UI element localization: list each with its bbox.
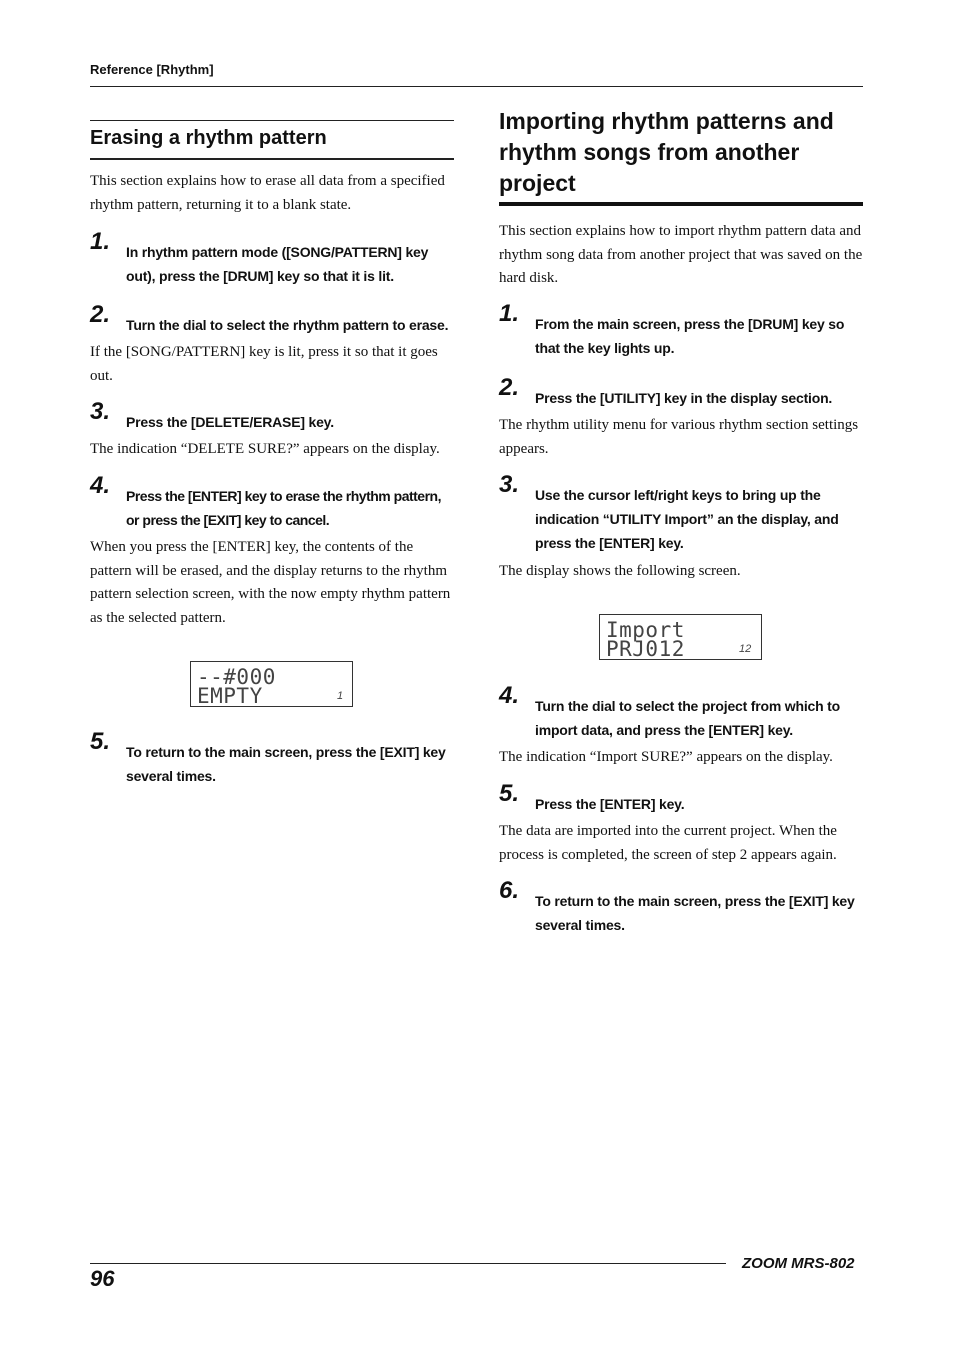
step-instruction: Turn the dial to select the project from which to import data, and press the [ENTER] key. — [535, 698, 840, 738]
footer-rule — [90, 1263, 726, 1264]
step-number: 2. — [499, 374, 520, 401]
step-number: 4. — [90, 472, 111, 499]
step-number: 3. — [90, 398, 111, 425]
step-body: The rhythm utility menu for various rhythm section settings appears. — [499, 417, 859, 457]
step-number: 5. — [499, 780, 520, 807]
step-body: If the [SONG/PATTERN] key is lit, press it so that it goes out. — [90, 344, 438, 384]
running-header: Reference [Rhythm] — [90, 62, 214, 77]
lcd-indicator: 12 — [739, 643, 752, 655]
step-number: 2. — [90, 301, 111, 328]
step-body: The display shows the following screen. — [499, 563, 741, 579]
page-number: 96 — [90, 1266, 115, 1291]
step-instruction: To return to the main screen, press the [EXIT] key several times. — [126, 744, 446, 784]
step-number: 6. — [499, 877, 520, 904]
lcd-line-2: PRJ012 — [606, 637, 685, 661]
step-number: 5. — [90, 728, 111, 755]
step-instruction: From the main screen, press the [DRUM] key so that the key lights up. — [535, 316, 845, 356]
footer-brand: ZOOM MRS-802 — [742, 1255, 855, 1272]
step-body: When you press the [ENTER] key, the contents of the pattern will be erased, and the display returns to the rhythm pattern selection screen, with the now empty rhythm pattern as the selected pattern. — [90, 539, 451, 626]
lcd-line-1: Import — [606, 618, 685, 642]
step-instruction: Press the [ENTER] key. — [535, 796, 685, 812]
step-instruction: Press the [DELETE/ERASE] key. — [126, 414, 334, 430]
step-number: 4. — [499, 682, 520, 709]
step-number: 1. — [499, 300, 520, 327]
step-instruction: In rhythm pattern mode ([SONG/PATTERN] key out), press the [DRUM] key so that it is lit. — [126, 244, 429, 284]
intro-paragraph: This section explains how to import rhythm pattern data and rhythm song data from another project that was saved on the hard disk. — [499, 223, 863, 286]
step-number: 1. — [90, 228, 111, 255]
lcd-display-import — [599, 614, 762, 660]
step-instruction: Press the [ENTER] key to erase the rhythm pattern, or press the [EXIT] key to cancel. — [126, 488, 441, 528]
step-body: The indication “Import SURE?” appears on the display. — [499, 749, 833, 765]
section-heading-erase: Erasing a rhythm pattern — [90, 120, 454, 160]
heading-rule — [499, 202, 863, 206]
step-instruction: Use the cursor left/right keys to bring up the indication “UTILITY Import” an the display, and press the [ENTER] key. — [535, 487, 839, 551]
header-rule — [90, 86, 863, 87]
step-number: 3. — [499, 471, 520, 498]
intro-paragraph: This section explains how to erase all data from a specified rhythm pattern, returning it to a blank state. — [90, 173, 445, 213]
step-instruction: Press the [UTILITY] key in the display section. — [535, 390, 833, 406]
lcd-display-empty — [190, 661, 353, 707]
lcd-line-2: EMPTY — [197, 684, 263, 708]
step-body: The data are imported into the current project. When the process is completed, the screen of step 2 appears again. — [499, 823, 837, 863]
section-heading-import: Importing rhythm patterns and rhythm songs from another project — [499, 108, 834, 196]
lcd-indicator: 1 — [337, 690, 344, 702]
lcd-line-1: --#000 — [197, 665, 276, 689]
step-body: The indication “DELETE SURE?” appears on the display. — [90, 441, 440, 457]
step-instruction: To return to the main screen, press the [EXIT] key several times. — [535, 893, 855, 933]
step-instruction: Turn the dial to select the rhythm pattern to erase. — [126, 317, 449, 333]
